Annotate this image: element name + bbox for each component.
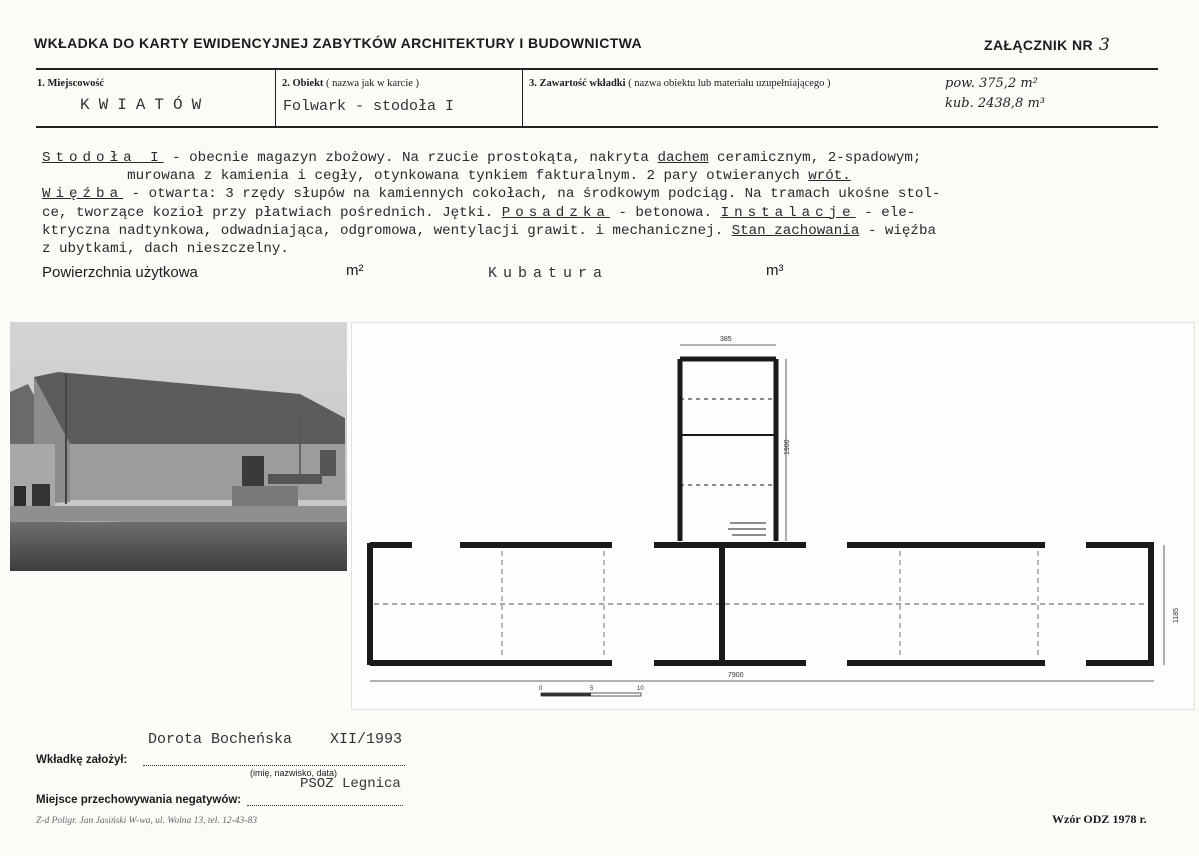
annex-label [984, 35, 1110, 55]
object-value: Folwark - stodoła I [283, 98, 455, 115]
surface-unit: m² [346, 262, 364, 279]
surface-label: Powierzchnia użytkowa [42, 264, 198, 281]
form-title: WKŁADKA DO KARTY EWIDENCYJNEJ ZABYTKÓW ARCHITEKTURY I BUDOWNICTWA [34, 35, 643, 51]
created-by-line [143, 765, 405, 766]
plan-dim-top: 385 [720, 336, 732, 343]
scale-10: 10 [637, 686, 644, 692]
desc-title-stodola: Stodoła I [42, 150, 164, 166]
desc-line4-mid: - betonowa. [609, 204, 721, 221]
institution: PSOZ Legnica [300, 776, 401, 792]
bottom-rule [36, 126, 1158, 128]
description-text [42, 149, 1132, 258]
printer-imprint: Z-d Poligr. Jan Jasiński W-wa, ul. Wolna 13, tel. 12-43-83 [36, 816, 257, 826]
volume-label: Kubatura [488, 265, 609, 282]
author-date: XII/1993 [330, 731, 403, 748]
handwritten-volume: kub. 2438,8 m³ [945, 96, 1045, 111]
desc-line2: murowana z kamienia i cegły, otynkowana tynkiem fakturalnym. 2 pary otwieranych [42, 168, 809, 185]
scale-0: 0 [539, 686, 543, 692]
contents-label [529, 78, 831, 89]
top-rule [36, 68, 1158, 70]
desc-title-instalacje: Instalacje [720, 204, 856, 221]
desc-line5-end: - więźba [859, 222, 936, 239]
annex-number: 3 [1099, 35, 1111, 55]
desc-line4: ce, tworzące kozioł przy płatwiach pośrednich. Jętki. [42, 204, 502, 221]
locality-value: KWIATÓW [80, 96, 211, 114]
desc-line3: - otwarta: 3 rzędy słupów na kamiennych cokołach, na środkowym podciąg. Na tramach ukośne stol- [123, 186, 941, 203]
plan-dim-height: 1900 [784, 439, 791, 455]
scale-5: 5 [590, 686, 594, 692]
plan-dim-total: 7900 [728, 672, 744, 679]
plan-dim-right: 1185 [1173, 607, 1180, 623]
volume-unit: m³ [766, 262, 784, 279]
floor-plan [351, 322, 1195, 710]
building-photo [10, 322, 347, 571]
desc-line5: ktryczna nadtynkowa, odwadniająca, odgromowa, wentylacji grawit. i mechanicznej. [42, 222, 732, 239]
handwritten-area: pow. 375,2 m² [945, 76, 1038, 91]
desc-line6: z ubytkami, dach nieszczelny. [42, 241, 289, 258]
desc-stan: Stan zachowania [731, 222, 860, 239]
contents-label-text: 3. Zawartość wkładki [529, 78, 626, 89]
annex-label-text: ZAŁĄCZNIK NR [984, 37, 1094, 53]
author-name: Dorota Bocheńska [148, 731, 293, 748]
negatives-line [247, 805, 403, 806]
created-by-hint: (imię, nazwisko, data) [250, 768, 338, 778]
object-label [282, 78, 419, 89]
negatives-label: Miejsce przechowywania negatywów: [36, 794, 242, 806]
plan-annex [680, 359, 776, 541]
desc-line1: - obecnie magazyn zbożowy. Na rzucie prostokąta, nakryta [163, 150, 658, 166]
contents-label-note: ( nazwa obiektu lub materiału uzupełniającego ) [628, 78, 831, 89]
desc-title-posadzka: Posadzka [501, 204, 610, 221]
field-divider-1 [275, 70, 276, 126]
field-divider-2 [522, 70, 523, 126]
desc-wrot: wrót. [808, 168, 851, 185]
form-id: Wzór ODZ 1978 r. [1052, 812, 1147, 826]
desc-line4-end: - ele- [855, 204, 916, 221]
locality-label: 1. Miejscowość [37, 78, 105, 89]
desc-dach: dachem [657, 150, 709, 166]
object-label-text: 2. Obiekt [282, 78, 324, 89]
object-label-note: ( nazwa jak w karcie ) [326, 78, 420, 89]
created-by-label: Wkładkę założył: [36, 754, 128, 766]
desc-line1-end: ceramicznym, 2-spadowym; [708, 150, 922, 166]
desc-title-wiezba: Więźba [42, 186, 124, 203]
